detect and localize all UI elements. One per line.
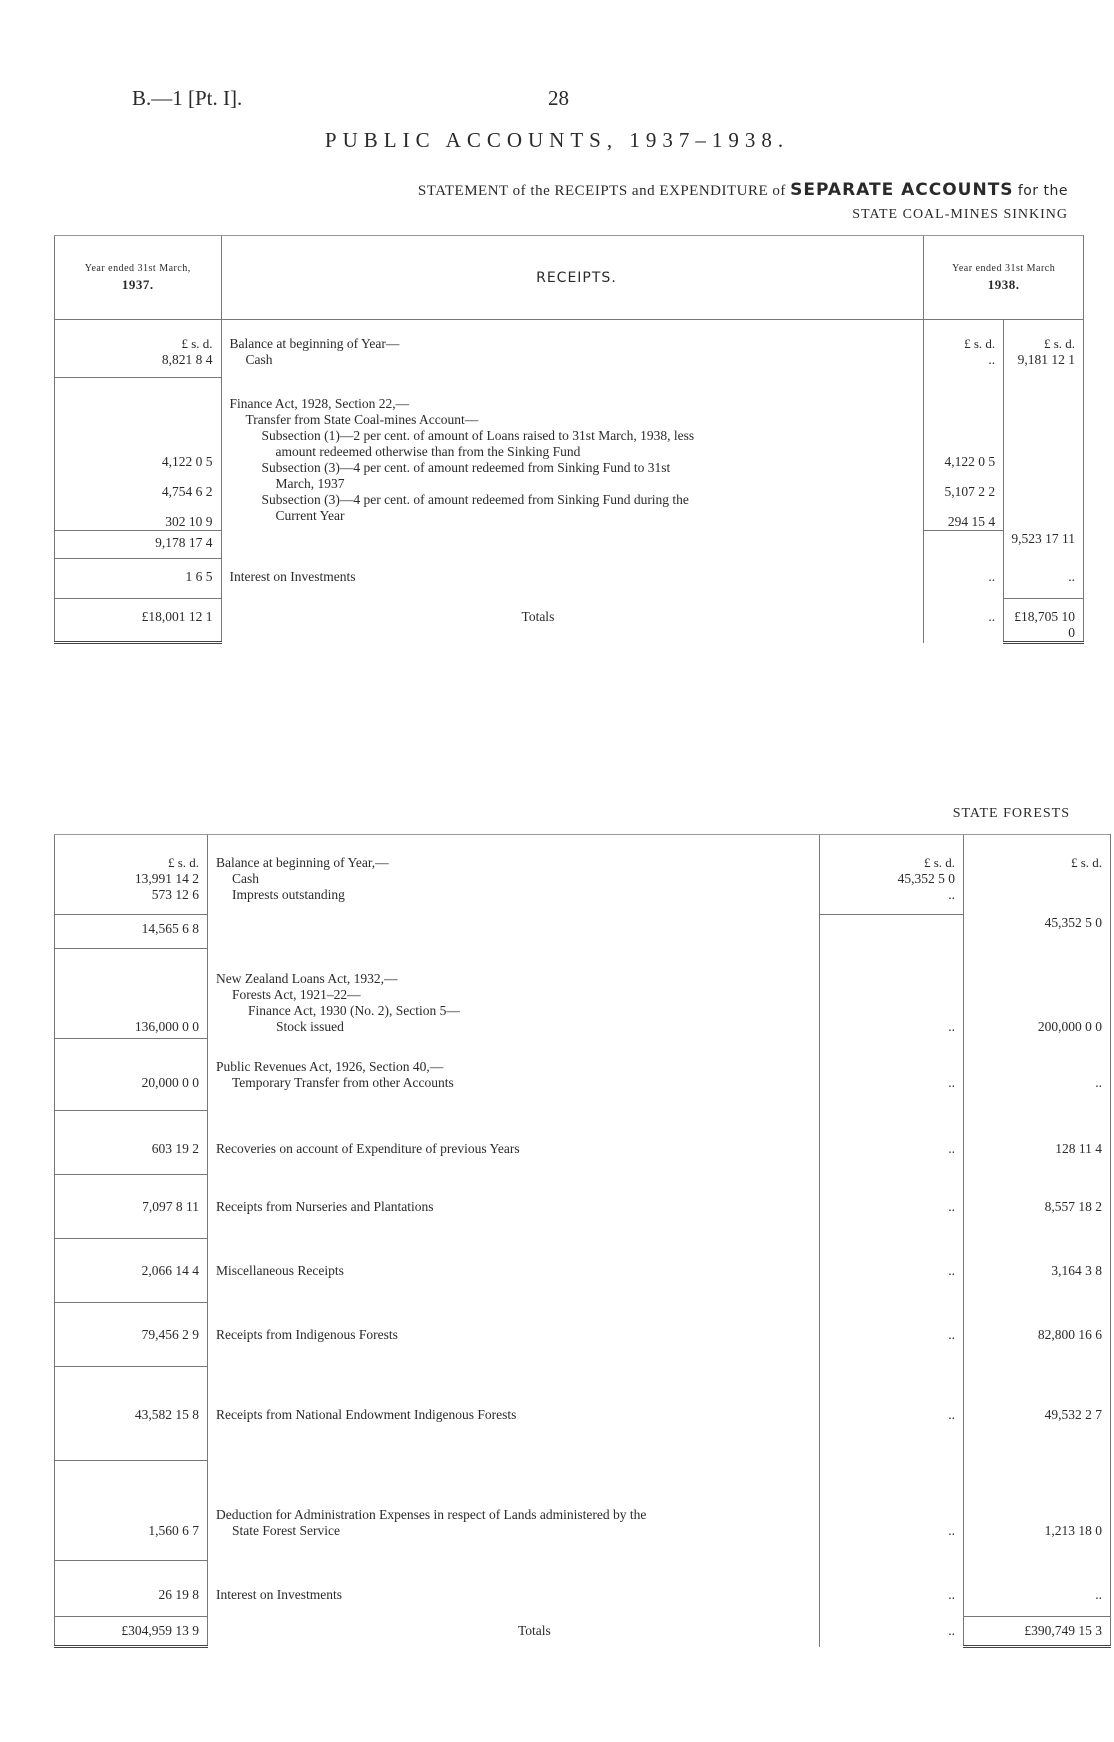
- forests-balance-sub: [820, 835, 964, 915]
- cash-label: Cash: [232, 871, 259, 886]
- forests-cash-prev: 13,991 14 2: [134, 871, 199, 886]
- forests-balance-total-cur: 45,352 5 0: [964, 915, 1111, 949]
- coal-total-label: Totals: [221, 599, 924, 643]
- forests-balance-cur: [964, 835, 1111, 915]
- forests-nurseries-label: Receipts from Nurseries and Plantations: [208, 1175, 820, 1239]
- forests-nurseries-prev: 7,097 8 11: [55, 1175, 208, 1239]
- coal-sub2-cur: 5,107 2 2: [944, 483, 996, 499]
- finance-act-heading: Finance Act, 1930 (No. 2), Section 5—: [248, 1002, 460, 1018]
- coal-transfer-total-label: [221, 531, 924, 559]
- coal-sub1-prev: 4,122 0 5: [161, 454, 213, 469]
- forests-revenues-cur: ..: [964, 1039, 1111, 1111]
- forests-interest-cur: ..: [964, 1561, 1111, 1617]
- header-receipts: RECEIPTS.: [221, 236, 924, 320]
- forests-imprests-prev: 573 12 6: [151, 887, 199, 902]
- nz-loans-heading: New Zealand Loans Act, 1932,—: [216, 970, 398, 986]
- coal-total-sub: ..: [924, 599, 1004, 643]
- forests-loans-cur: 200,000 0 0: [964, 949, 1111, 1039]
- forests-interest-label: Interest on Investments: [208, 1561, 820, 1617]
- header-prev-year-value: 1937.: [121, 276, 154, 292]
- coal-transfer-cur: [1004, 378, 1084, 531]
- currency-header: £ s. d.: [964, 336, 996, 351]
- public-revenues-heading: Public Revenues Act, 1926, Section 40,—: [216, 1058, 444, 1074]
- forests-endowment-prev: 43,582 15 8: [55, 1367, 208, 1461]
- subsection-3a-label-cont: March, 1937: [275, 475, 345, 491]
- forests-nurseries-cur: 8,557 18 2: [964, 1175, 1111, 1239]
- coal-receipts-table: [54, 235, 1084, 644]
- currency-header: £ s. d.: [1043, 336, 1075, 351]
- forests-endowment-cur: 49,532 2 7: [964, 1367, 1111, 1461]
- coal-balance-cur-value: 9,181 12 1: [1017, 352, 1075, 367]
- forests-revenues-label: [208, 1039, 820, 1111]
- forests-loans-label: [208, 949, 820, 1039]
- coal-balance-prev-value: 8,821 8 4: [161, 352, 213, 367]
- deduction-label-cont: State Forest Service: [232, 1522, 340, 1538]
- coal-sub3-cur: 294 15 4: [947, 513, 996, 529]
- forests-misc-label: Miscellaneous Receipts: [208, 1239, 820, 1303]
- coal-balance-sub: [924, 320, 1004, 378]
- forests-indigenous-label: Receipts from Indigenous Forests: [208, 1303, 820, 1367]
- forests-balance-total-prev: 14,565 6 8: [55, 915, 208, 949]
- currency-header: £ s. d.: [167, 855, 199, 870]
- coal-sub3-prev: 302 10 9: [165, 514, 213, 529]
- forests-indigenous-sub: ..: [820, 1303, 964, 1367]
- forests-total-label: Totals: [208, 1617, 820, 1647]
- imprests-label: Imprests outstanding: [232, 887, 345, 902]
- coal-balance-sub-value: ..: [988, 352, 996, 367]
- subsection-1-label-cont: amount redeemed otherwise than from the Sinking Fund: [275, 443, 581, 459]
- stock-issued-label: Stock issued: [276, 1018, 344, 1034]
- balance-heading: Balance at beginning of Year,—: [216, 855, 389, 870]
- forests-endowment-sub: ..: [820, 1367, 964, 1461]
- coal-transfer-total-prev: 9,178 17 4: [55, 531, 222, 559]
- coal-interest-cur: ..: [1004, 559, 1084, 599]
- coal-transfer-total-cur: 9,523 17 11: [1004, 531, 1084, 559]
- currency-header: £ s. d.: [181, 336, 213, 351]
- forests-loans-sub: ..: [820, 949, 964, 1039]
- subsection-3b-label-cont: Current Year: [275, 507, 345, 523]
- header-prev-year: [55, 236, 222, 320]
- coal-transfer-label: [221, 378, 924, 531]
- header-cur-year: [924, 236, 1084, 320]
- forests-cash-sub: 45,352 5 0: [897, 871, 955, 886]
- statement-suffix: for the: [1017, 183, 1068, 199]
- forests-misc-cur: 3,164 3 8: [964, 1239, 1111, 1303]
- forests-loans-prev: 136,000 0 0: [55, 949, 208, 1039]
- currency-header: £ s. d.: [923, 855, 955, 870]
- cash-label: Cash: [245, 352, 273, 367]
- forests-balance-label: [208, 835, 820, 915]
- forests-nurseries-sub: ..: [820, 1175, 964, 1239]
- coal-balance-cur: [1004, 320, 1084, 378]
- forests-recoveries-cur: 128 11 4: [964, 1111, 1111, 1175]
- forests-deduction-cur: 1,213 18 0: [964, 1461, 1111, 1561]
- forests-interest-sub: ..: [820, 1561, 964, 1617]
- coal-transfer-total-sub: [924, 531, 1004, 559]
- balance-heading: Balance at beginning of Year—: [229, 336, 400, 351]
- coal-interest-label: Interest on Investments: [221, 559, 924, 599]
- coal-interest-sub: ..: [924, 559, 1004, 599]
- forests-indigenous-prev: 79,456 2 9: [55, 1303, 208, 1367]
- header-cur-year-value: 1938.: [987, 276, 1020, 292]
- coal-transfer-prev: [55, 378, 222, 531]
- forests-deduction-sub: ..: [820, 1461, 964, 1561]
- statement-prefix: STATEMENT of the RECEIPTS and EXPENDITURE of: [417, 183, 786, 199]
- coal-sub1-cur: 4,122 0 5: [944, 453, 996, 469]
- currency-header: £ s. d.: [1070, 855, 1102, 870]
- forests-misc-prev: 2,066 14 4: [55, 1239, 208, 1303]
- forests-total-prev: £304,959 13 9: [55, 1617, 208, 1647]
- statement-bold: SEPARATE ACCOUNTS: [790, 180, 1014, 200]
- forests-act-heading: Forests Act, 1921–22—: [232, 986, 361, 1002]
- coal-interest-prev: 1 6 5: [55, 559, 222, 599]
- forests-recoveries-label: Recoveries on account of Expenditure of previous Years: [208, 1111, 820, 1175]
- page-title: PUBLIC ACCOUNTS, 1937–1938.: [324, 128, 790, 152]
- deduction-label: Deduction for Administration Expenses in respect of Lands administered by the: [216, 1506, 647, 1522]
- forests-balance-total-sub: [820, 915, 964, 949]
- transfer-heading: Transfer from State Coal-mines Account—: [245, 411, 479, 427]
- forests-balance-prev: [55, 835, 208, 915]
- forests-revenues-prev: 20,000 0 0: [55, 1039, 208, 1111]
- coal-total-cur: £18,705 10 0: [1004, 599, 1084, 643]
- forests-recoveries-sub: ..: [820, 1111, 964, 1175]
- forests-receipts-table: [54, 834, 1111, 1648]
- statement-heading: [418, 180, 1068, 200]
- header-cur-label: Year ended 31st March: [952, 262, 1056, 274]
- subsection-1-label: Subsection (1)—2 per cent. of amount of Loans raised to 31st March, 1938, less: [261, 427, 695, 443]
- forests-endowment-label: Receipts from National Endowment Indigenous Forests: [208, 1367, 820, 1461]
- coal-sub2-prev: 4,754 6 2: [161, 484, 213, 499]
- coal-balance-prev: [55, 320, 222, 378]
- forests-recoveries-prev: 603 19 2: [55, 1111, 208, 1175]
- forests-total-sub: ..: [820, 1617, 964, 1647]
- forests-indigenous-cur: 82,800 16 6: [964, 1303, 1111, 1367]
- forests-account-title: STATE FORESTS: [952, 806, 1070, 821]
- forests-imprests-sub: ..: [948, 887, 955, 902]
- temporary-transfer-label: Temporary Transfer from other Accounts: [232, 1074, 454, 1090]
- forests-interest-prev: 26 19 8: [55, 1561, 208, 1617]
- forests-total-cur: £390,749 15 3: [964, 1617, 1111, 1647]
- coal-total-prev: £18,001 12 1: [55, 599, 222, 643]
- page-number: 28: [548, 86, 569, 110]
- coal-balance-label: [221, 320, 924, 378]
- finance-act-heading: Finance Act, 1928, Section 22,—: [229, 395, 410, 411]
- forests-deduction-label: [208, 1461, 820, 1561]
- forests-misc-sub: ..: [820, 1239, 964, 1303]
- coal-transfer-sub: [924, 378, 1004, 531]
- coal-account-title: STATE COAL-MINES SINKING: [852, 207, 1068, 222]
- forests-revenues-sub: ..: [820, 1039, 964, 1111]
- forests-balance-total-label: [208, 915, 820, 949]
- forests-deduction-prev: 1,560 6 7: [55, 1461, 208, 1561]
- report-reference: B.—1 [Pt. I].: [132, 86, 243, 110]
- subsection-3a-label: Subsection (3)—4 per cent. of amount redeemed from Sinking Fund to 31st: [261, 459, 671, 475]
- header-prev-label: Year ended 31st March,: [84, 262, 191, 274]
- subsection-3b-label: Subsection (3)—4 per cent. of amount redeemed from Sinking Fund during the: [261, 491, 689, 507]
